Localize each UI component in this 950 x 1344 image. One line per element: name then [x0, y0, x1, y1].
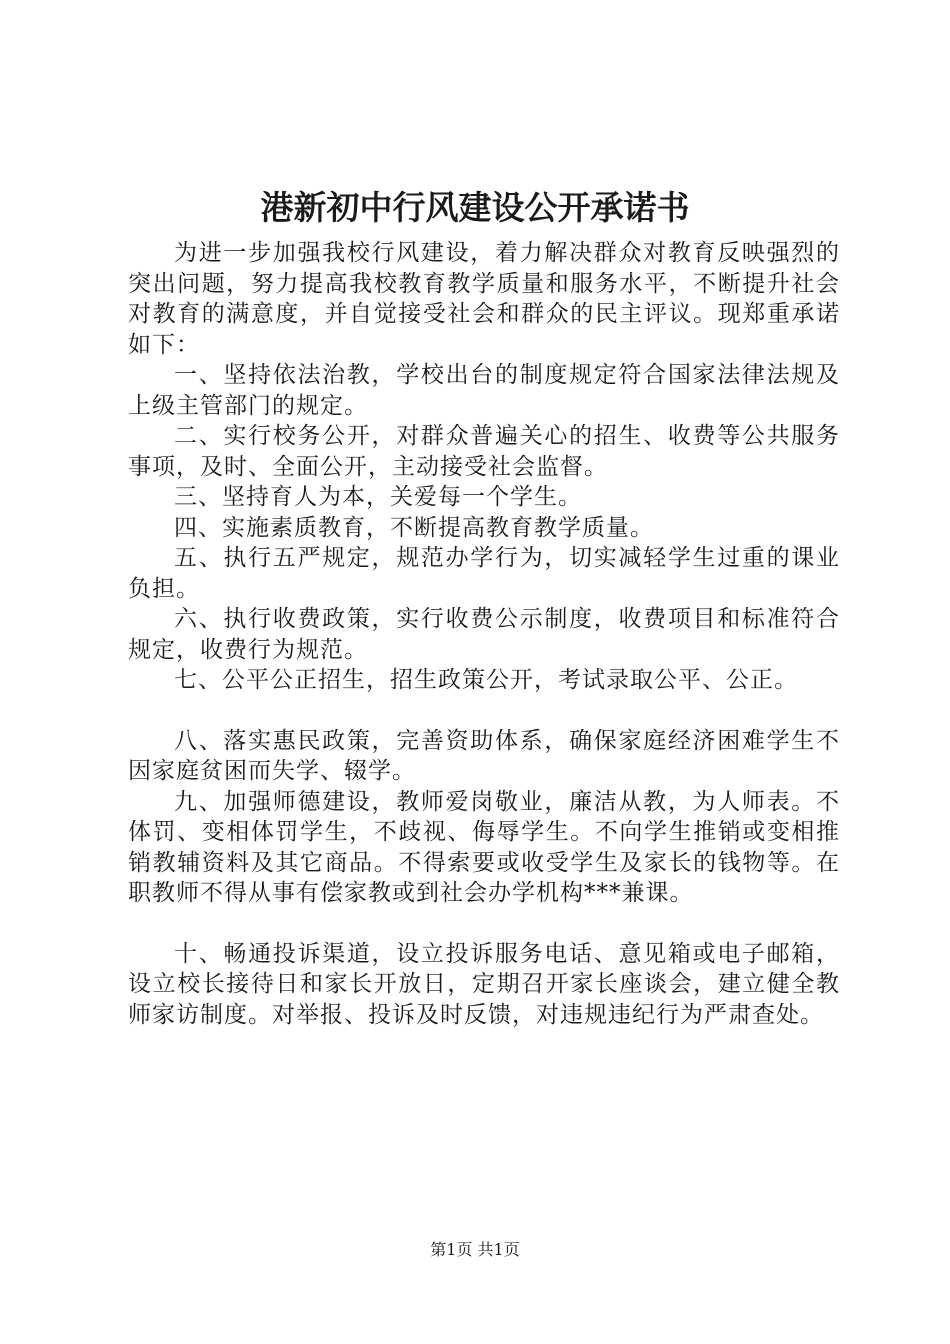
intro-paragraph: 为进一步加强我校行风建设，着力解决群众对教育反映强烈的突出问题，努力提高我校教育教学质量和服务水平，不断提升社会对教育的满意度，并自觉接受社会和群众的民主评议。现郑重承诺如下：: [128, 240, 840, 358]
commitment-item-9: 九、加强师德建设，教师爱岗敬业，廉洁从教，为人师表。不体罚、变相体罚学生，不歧视、侮辱学生。不向学生推销或变相推销教辅资料及其它商品。不得索要或收受学生及家长的钱物等。在职教师不得从事有偿家教或到社会办学机构***兼课。: [128, 788, 840, 906]
commitment-item-4: 四、实施素质教育，不断提高教育教学质量。: [174, 514, 654, 541]
commitment-item-8: 八、落实惠民政策，完善资助体系，确保家庭经济困难学生不因家庭贫困而失学、辍学。: [128, 727, 840, 784]
commitment-item-3: 三、坚持育人为本，关爱每一个学生。: [174, 484, 582, 510]
commitment-item-10: 十、畅通投诉渠道，设立投诉服务电话、意见箱或电子邮箱，设立校长接待日和家长开放日，定期召开家长座谈会，建立健全教师家访制度。对举报、投诉及时反馈，对违规违纪行为严肃查处。: [128, 940, 840, 1028]
document-body: [128, 238, 840, 1030]
commitment-item-2: 二、实行校务公开，对群众普遍关心的招生、收费等公共服务事项，及时、全面公开，主动接受社会监督。: [128, 423, 840, 480]
commitment-item-6: 六、执行收费政策，实行收费公示制度，收费项目和标准符合规定，收费行为规范。: [128, 606, 840, 663]
commitment-item-1: 一、坚持依法治教，学校出台的制度规定符合国家法律法规及上级主管部门的规定。: [128, 362, 840, 419]
commitment-item-7: 七、公平公正招生，招生政策公开，考试录取公平、公正。: [174, 667, 798, 693]
page-footer: 第1页 共1页: [430, 1240, 520, 1259]
document-title: 港新初中行风建设公开承诺书: [260, 188, 690, 227]
commitment-item-5: 五、执行五严规定，规范办学行为，切实减轻学生过重的课业负担。: [128, 545, 840, 602]
